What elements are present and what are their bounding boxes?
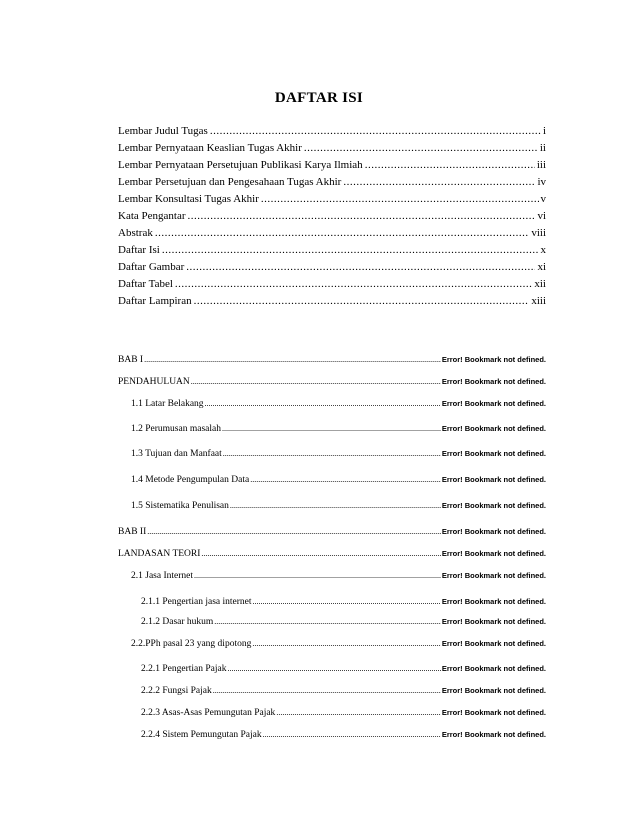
toc-entry-page: iv (537, 176, 546, 188)
toc-entry[interactable] (118, 377, 546, 391)
dot-leader (252, 639, 440, 648)
dot-leader (201, 549, 440, 558)
bookmark-error: Error! Bookmark not defined. (441, 664, 546, 673)
toc-entry[interactable] (131, 424, 546, 438)
toc-entry-page: v (540, 193, 546, 205)
toc-entry-page: viii (531, 227, 546, 239)
toc-entry-page: xi (537, 261, 546, 273)
toc-entry[interactable] (141, 708, 546, 722)
toc-entry-label: BAB II (118, 527, 147, 537)
dot-leader (213, 686, 441, 695)
toc-entry-label: 1.3 Tujuan dan Manfaat (131, 449, 222, 459)
bookmark-error: Error! Bookmark not defined. (441, 355, 546, 364)
toc-entry[interactable] (118, 549, 546, 563)
toc-entry-label: Abstrak (118, 227, 153, 239)
bookmark-error: Error! Bookmark not defined. (441, 475, 546, 484)
bookmark-error: Error! Bookmark not defined. (441, 617, 546, 626)
dot-leader (276, 708, 441, 717)
bookmark-error: Error! Bookmark not defined. (441, 730, 546, 739)
toc-entry-label: 2.1 Jasa Internet (131, 571, 193, 581)
dot-leader (147, 527, 441, 536)
toc-entry-label: 1.1 Latar Belakang (131, 399, 204, 409)
bookmark-error: Error! Bookmark not defined. (441, 708, 546, 717)
bookmark-error: Error! Bookmark not defined. (441, 399, 546, 408)
toc-entry-label: Lembar Pernyataan Keaslian Tugas Akhir (118, 142, 302, 154)
toc-entry[interactable] (118, 527, 546, 541)
toc-entry-label: LANDASAN TEORI (118, 549, 201, 559)
bookmark-error: Error! Bookmark not defined. (441, 424, 546, 433)
dot-leader (194, 571, 441, 580)
dot-leader (223, 449, 441, 458)
toc-entry-page: xii (534, 278, 546, 290)
toc-entry-label: Daftar Tabel (118, 278, 173, 290)
toc-entry[interactable] (141, 730, 546, 744)
toc-entry[interactable] (131, 571, 546, 585)
toc-entry[interactable] (118, 355, 546, 369)
page-title: DAFTAR ISI (274, 90, 364, 106)
dot-leader (250, 475, 441, 484)
toc-entry-label: 2.2.1 Pengertian Pajak (141, 664, 227, 674)
toc-entry-label: 2.1.2 Dasar hukum (141, 617, 214, 627)
toc-entry-label: 2.2.3 Asas-Asas Pemungutan Pajak (141, 708, 276, 718)
toc-entry-label: Lembar Persetujuan dan Pengesahaan Tugas Akhir (118, 176, 342, 188)
dot-leader (144, 355, 441, 364)
toc-entry-label: 2.2.2 Fungsi Pajak (141, 686, 212, 696)
toc-entry-page: iii (536, 159, 546, 171)
toc-entry-label: Kata Pengantar (118, 210, 186, 222)
toc-entry[interactable] (131, 639, 546, 653)
dot-leader (205, 399, 441, 408)
dot-leader (191, 377, 441, 386)
bookmark-error: Error! Bookmark not defined. (441, 377, 546, 386)
dot-leader (214, 617, 441, 626)
toc-entry-page: vi (537, 210, 546, 222)
toc-entry[interactable] (131, 399, 546, 413)
bookmark-error: Error! Bookmark not defined. (441, 686, 546, 695)
toc-entry-label: Lembar Konsultasi Tugas Akhir (118, 193, 259, 205)
toc-entry-label: Lembar Judul Tugas (118, 125, 208, 137)
toc-entry[interactable] (141, 664, 546, 678)
bookmark-error: Error! Bookmark not defined. (441, 639, 546, 648)
toc-entry-label: 2.1.1 Pengertian jasa internet (141, 597, 252, 607)
toc-entry[interactable] (141, 686, 546, 700)
toc-entry[interactable] (131, 475, 546, 489)
toc-entry-page: xiii (531, 295, 546, 307)
toc-entry-label: 1.2 Perumusan masalah (131, 424, 221, 434)
bookmark-error: Error! Bookmark not defined. (441, 571, 546, 580)
bookmark-error: Error! Bookmark not defined. (441, 549, 546, 558)
bookmark-error: Error! Bookmark not defined. (441, 449, 546, 458)
toc-entry-label: Daftar Isi (118, 244, 160, 256)
toc-entry-label: 2.2.4 Sistem Pemungutan Pajak (141, 730, 262, 740)
toc-entry[interactable] (141, 597, 546, 611)
toc-entry[interactable] (131, 501, 546, 515)
toc-entry-label: Daftar Gambar (118, 261, 185, 273)
bookmark-error: Error! Bookmark not defined. (441, 597, 546, 606)
toc-entry[interactable] (141, 617, 546, 631)
toc-entry-page: x (540, 244, 546, 256)
bookmark-error: Error! Bookmark not defined. (441, 527, 546, 536)
dot-leader (230, 501, 441, 510)
toc-entry-label: Daftar Lampiran (118, 295, 192, 307)
toc-entry-label: BAB I (118, 355, 144, 365)
bookmark-error: Error! Bookmark not defined. (441, 501, 546, 510)
toc-entry-label: PENDAHULUAN (118, 377, 190, 387)
toc-entry-page: ii (539, 142, 546, 154)
dot-leader (227, 664, 440, 673)
toc-entry-page: i (542, 125, 546, 137)
toc-entry-label: 1.5 Sistematika Penulisan (131, 501, 229, 511)
dot-leader (263, 730, 441, 739)
dot-leader (253, 597, 441, 606)
toc-entry-label: 2.2.PPh pasal 23 yang dipotong (131, 639, 252, 649)
toc-entry[interactable] (131, 449, 546, 463)
dot-leader (222, 424, 441, 433)
toc-entry-label: 1.4 Metode Pengumpulan Data (131, 475, 250, 485)
toc-entry-label: Lembar Pernyataan Persetujuan Publikasi Karya Ilmiah (118, 159, 363, 171)
